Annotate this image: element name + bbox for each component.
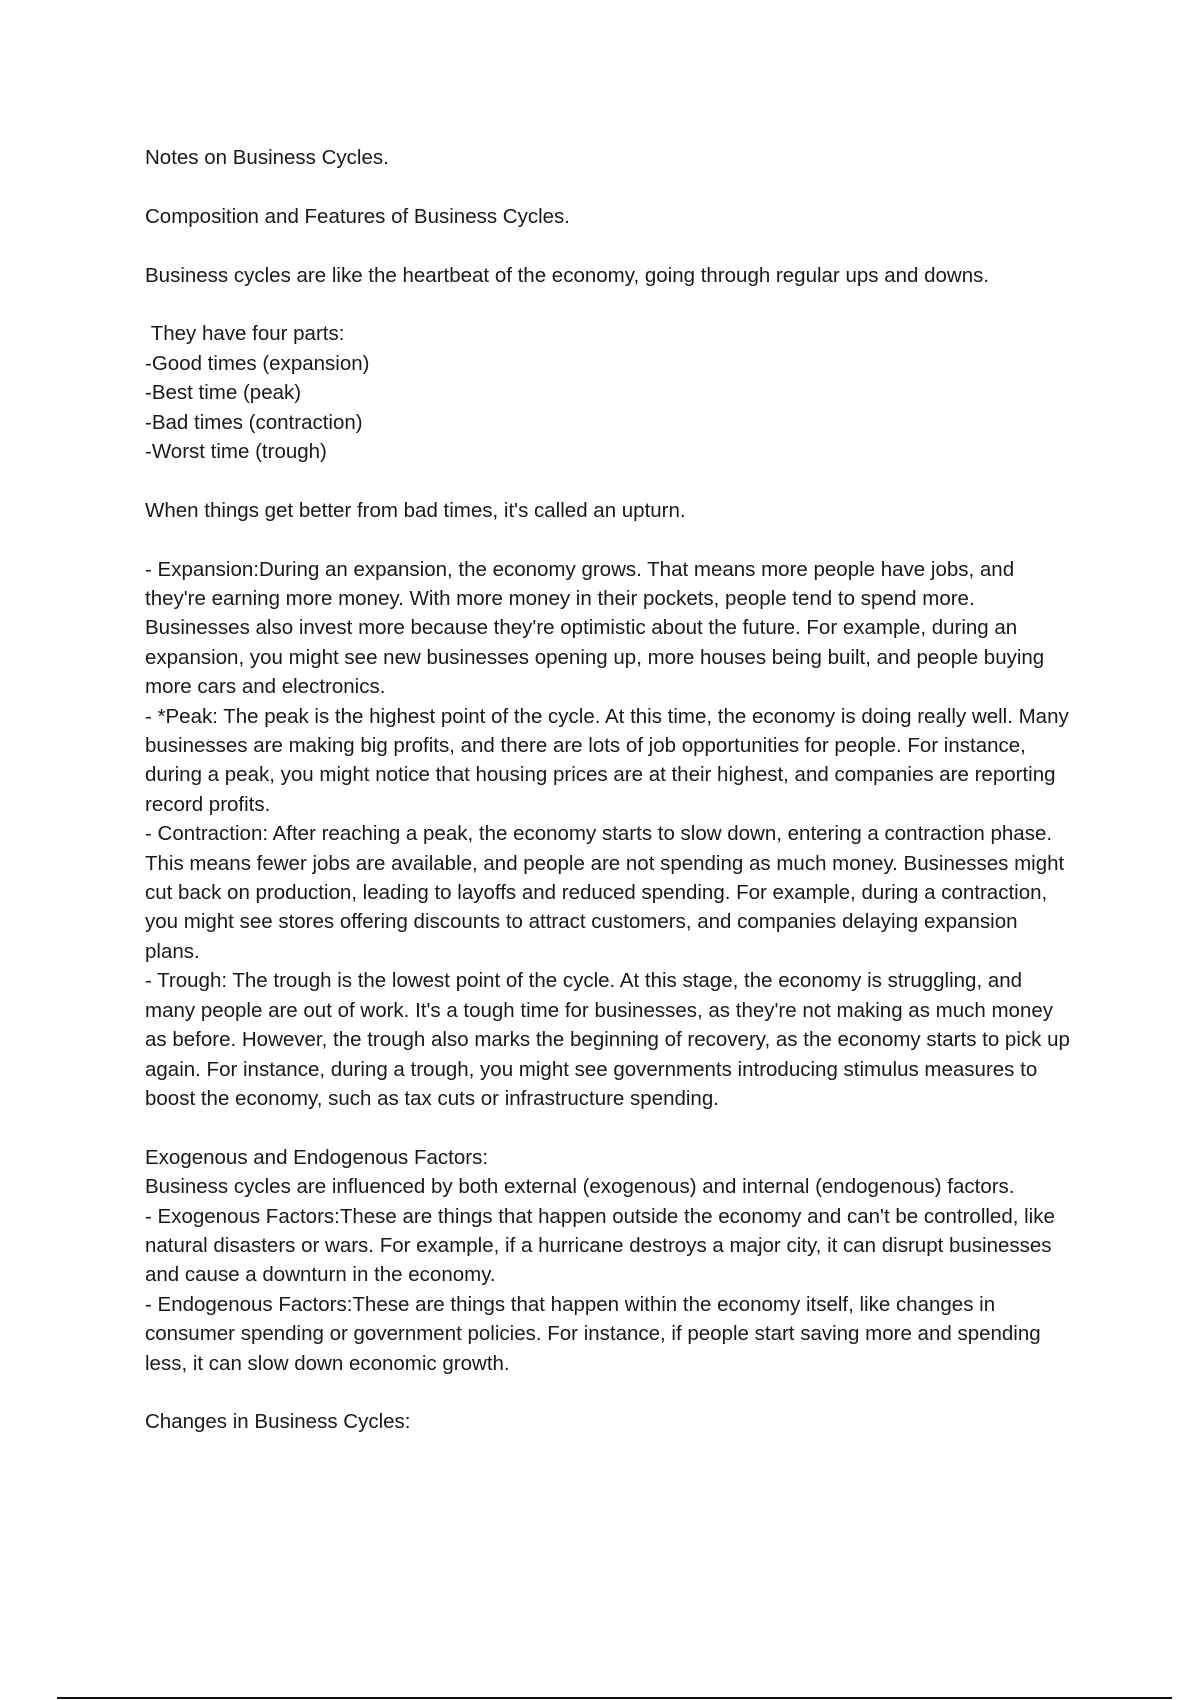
phase-trough-paragraph: - Trough: The trough is the lowest point of the cycle. At this stage, the economy is struggling, and many people are out of work. It's a tough time for businesses, as they're not making as much money as before. However, the trough also marks the beginning of recovery, as the economy starts to pick up again. For instance, during a trough, you might see governments introducing stimulus measures to boost the economy, such as tax cuts or infrastructure spending. bbox=[145, 969, 1070, 1110]
list-item-peak: -Best time (peak) bbox=[145, 381, 302, 405]
list-item-contraction: -Bad times (contraction) bbox=[145, 410, 363, 434]
section-heading-changes: Changes in Business Cycles: bbox=[145, 1410, 411, 1434]
endogenous-paragraph: - Endogenous Factors:These are things that happen within the economy itself, like changes in consumer spending or government policies. For instance, if people start saving more and spending less, it can slow down economic growth. bbox=[145, 1292, 1041, 1375]
spacer bbox=[145, 290, 1075, 319]
spacer bbox=[145, 231, 1075, 260]
section-heading-composition: Composition and Features of Business Cycles. bbox=[145, 204, 571, 228]
section-heading-factors: Exogenous and Endogenous Factors: bbox=[145, 1145, 489, 1169]
spacer bbox=[145, 1113, 1075, 1142]
document-page bbox=[145, 143, 1075, 1437]
phase-peak-paragraph: - *Peak: The peak is the highest point of the cycle. At this time, the economy is doing really well. Many businesses are making big profits, and there are lots of job opportunities for people. For instance, during a peak, you might notice that housing prices are at their highest, and companies are reporting record profits. bbox=[145, 704, 1069, 816]
document-title: Notes on Business Cycles. bbox=[145, 146, 389, 169]
phase-expansion-paragraph: - Expansion:During an expansion, the economy grows. That means more people have jobs, and they're earning more money. With more money in their pockets, people tend to spend more. Businesses also invest more because they're optimistic about the future. For example, during an expansion, you might see new businesses opening up, more houses being built, and people buying more cars and electronics. bbox=[145, 557, 1045, 699]
exogenous-paragraph: - Exogenous Factors:These are things that happen outside the economy and can't be controlled, like natural disasters or wars. For example, if a hurricane destroys a major city, it can disrupt businesses and cause a downturn in the economy. bbox=[145, 1204, 1055, 1287]
parts-intro: They have four parts: bbox=[145, 322, 345, 346]
upturn-sentence: When things get better from bad times, it's called an upturn. bbox=[145, 498, 686, 522]
spacer bbox=[145, 466, 1075, 495]
page-bottom-divider bbox=[57, 1697, 1172, 1699]
phase-contraction-paragraph: - Contraction: After reaching a peak, the economy starts to slow down, entering a contraction phase. This means fewer jobs are available, and people are not spending as much money. Businesses might cut back on production, leading to layoffs and reduced spending. For example, during a contraction, you might see stores offering discounts to attract customers, and companies delaying expansion plans. bbox=[145, 822, 1065, 963]
spacer bbox=[145, 172, 1075, 201]
list-item-trough: -Worst time (trough) bbox=[145, 440, 327, 464]
spacer bbox=[145, 1378, 1075, 1407]
factors-intro-paragraph: Business cycles are influenced by both external (exogenous) and internal (endogenous) factors. bbox=[145, 1175, 1015, 1199]
spacer bbox=[145, 525, 1075, 554]
list-item-expansion: -Good times (expansion) bbox=[145, 351, 370, 375]
intro-paragraph: Business cycles are like the heartbeat of the economy, going through regular ups and downs. bbox=[145, 263, 990, 287]
